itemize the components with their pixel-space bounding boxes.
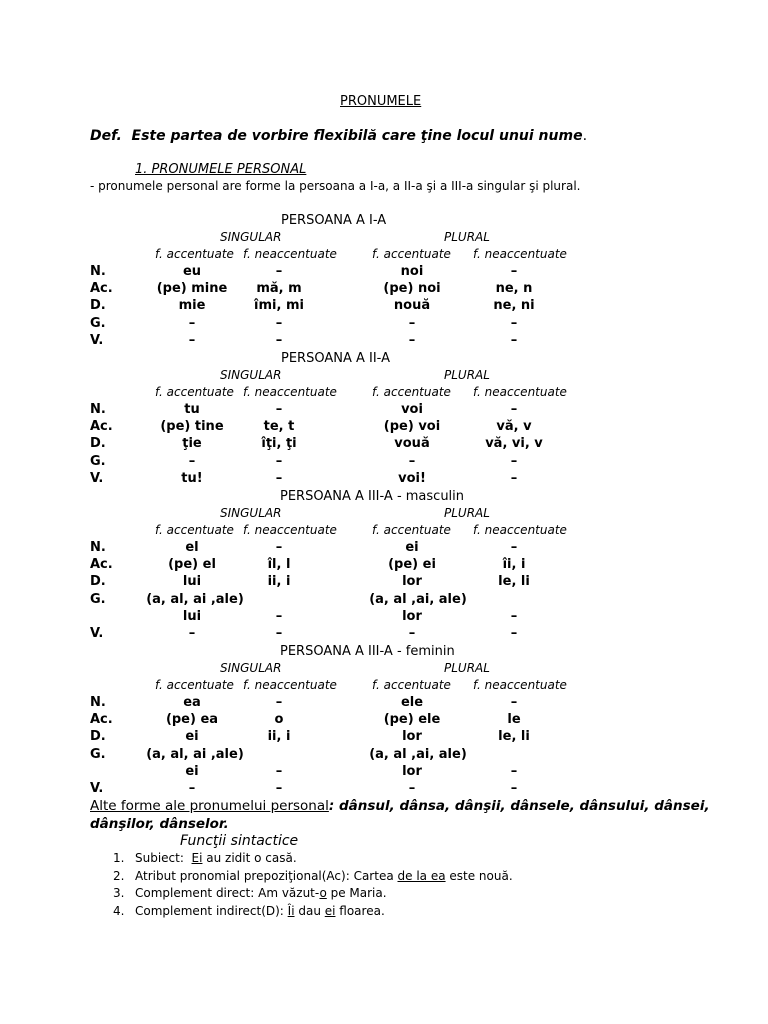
- cell-pn: vă, v: [496, 419, 532, 435]
- table-row: [0, 471, 768, 488]
- function-text: Subiect:: [135, 851, 192, 865]
- case-label: Ac.: [90, 281, 113, 297]
- table-row: [0, 695, 768, 712]
- definition-end: .: [582, 128, 588, 144]
- alt-forms-list2: dânşilor, dânselor.: [90, 816, 229, 832]
- plural-header: PLURAL: [444, 506, 490, 520]
- singular-header: SINGULAR: [220, 230, 282, 244]
- cell-sa: ea: [183, 695, 201, 710]
- case-label: G.: [90, 591, 106, 607]
- cell-sa: –: [188, 453, 196, 469]
- cell-pn: –: [510, 763, 518, 779]
- case-label: Ac.: [90, 712, 113, 728]
- cell-sn: ii, i: [267, 729, 291, 745]
- table-row: [0, 557, 768, 574]
- table-row: [0, 540, 768, 557]
- case-label: N.: [90, 540, 106, 555]
- function-example-pronoun: o: [319, 886, 327, 900]
- alt-forms-line1: [90, 798, 710, 814]
- function-number: 2.: [113, 868, 125, 883]
- function-text-end: au zidit o casă.: [202, 851, 297, 865]
- cell-pa: (pe) voi: [383, 419, 441, 435]
- cell-sn: te, t: [263, 419, 295, 435]
- cell-pa: ele: [400, 695, 424, 710]
- cell-sn: –: [275, 695, 283, 710]
- cell-pa: (a, al ,ai, ale): [369, 591, 467, 607]
- neaccent-header: f. neaccentuate: [243, 678, 337, 692]
- cell-sa: lui: [182, 574, 202, 590]
- table-row: [0, 436, 768, 453]
- function-text-end: dau: [294, 903, 325, 918]
- cell-pa: (pe) ele: [383, 712, 441, 728]
- cell-pn: –: [510, 402, 518, 417]
- cell-sn: îl, l: [267, 557, 291, 573]
- table-row: [0, 609, 768, 626]
- case-label: D.: [90, 298, 106, 314]
- cell-pn: –: [510, 470, 518, 486]
- cell-sa: –: [188, 332, 196, 348]
- table-row: [0, 264, 768, 281]
- table-row: [0, 764, 768, 781]
- section-intro: - pronumele personal are forme la persoana a I-a, a II-a şi a III-a singular şi plural.: [90, 179, 581, 193]
- table-row: [0, 592, 768, 609]
- accent-header: f. accentuate: [155, 523, 234, 537]
- table-row: [0, 747, 768, 764]
- section-heading: 1. PRONUMELE PERSONAL: [135, 162, 307, 177]
- cell-pa: –: [408, 626, 416, 641]
- cell-pa: lor: [402, 608, 422, 624]
- cell-pa: (pe) ei: [388, 557, 436, 573]
- function-text: Complement direct: Am văzut-: [135, 886, 320, 900]
- singular-header: SINGULAR: [220, 368, 282, 382]
- neaccent-header: f. neaccentuate: [473, 385, 567, 399]
- function-item: [113, 851, 297, 865]
- cell-sa: –: [188, 626, 196, 641]
- case-label: Ac.: [90, 419, 113, 435]
- function-example-pronoun: ei: [324, 903, 336, 918]
- cell-sa: –: [188, 315, 196, 331]
- case-label: N.: [90, 402, 106, 417]
- cell-pn: le: [507, 712, 521, 728]
- cell-pa: (a, al ,ai, ale): [369, 746, 467, 762]
- cell-sa: tu: [184, 402, 200, 417]
- neaccent-header: f. neaccentuate: [243, 247, 337, 261]
- cell-pn: –: [510, 453, 518, 469]
- accent-header: f. accentuate: [372, 385, 451, 399]
- cell-pa: noi: [400, 264, 424, 279]
- table-row: [0, 729, 768, 746]
- accent-header: f. accentuate: [155, 385, 234, 399]
- neaccent-header: f. neaccentuate: [473, 523, 567, 537]
- cell-sa: –: [188, 781, 196, 796]
- cell-pa: –: [408, 781, 416, 796]
- cell-sn: –: [275, 781, 283, 796]
- table-row: [0, 626, 768, 643]
- case-label: D.: [90, 436, 106, 452]
- function-item: [113, 869, 513, 883]
- functions-heading: Funcţii sintactice: [180, 833, 299, 849]
- person-title: PERSOANA A III-A - masculin: [280, 489, 465, 504]
- table-row: [0, 333, 768, 350]
- person-title: PERSOANA A II-A: [281, 351, 390, 366]
- cell-pa: –: [408, 315, 416, 331]
- cell-sn: –: [275, 315, 283, 331]
- cell-sa: (pe) mine: [156, 281, 228, 297]
- cell-sa: mie: [178, 298, 206, 314]
- function-text-end: floarea.: [335, 903, 385, 918]
- neaccent-header: f. neaccentuate: [243, 523, 337, 537]
- case-label: D.: [90, 729, 106, 745]
- cell-pa: lor: [402, 729, 422, 745]
- table-row: [0, 298, 768, 315]
- definition: [90, 128, 587, 144]
- alt-forms-label: Alte forme ale pronumelui personal: [90, 798, 329, 814]
- cell-sn: îmi, mi: [254, 298, 304, 314]
- function-text: Atribut pronomial prepoziţional(Ac): Cartea: [135, 868, 398, 883]
- alt-forms-colon: :: [328, 798, 335, 814]
- table-row: [0, 574, 768, 591]
- function-text-end: pe Maria.: [326, 886, 387, 900]
- cell-sa: eu: [182, 264, 202, 279]
- cell-sa: ei: [185, 729, 199, 745]
- cell-pa: voi: [401, 402, 423, 417]
- case-label: V.: [90, 626, 104, 641]
- cell-pn: le, li: [498, 574, 530, 590]
- cell-sa: lui: [182, 608, 202, 624]
- case-label: V.: [90, 332, 104, 348]
- cell-sa: (a, al, ai ,ale): [146, 746, 244, 762]
- table-row: [0, 454, 768, 471]
- cell-pn: îi, i: [502, 557, 526, 573]
- cell-pa: –: [408, 332, 416, 348]
- page-title: PRONUMELE: [340, 94, 422, 109]
- cell-sn: –: [275, 540, 283, 555]
- cell-sa: ei: [185, 763, 199, 779]
- cell-sn: –: [275, 453, 283, 469]
- cell-sa: tu!: [181, 470, 203, 486]
- plural-header: PLURAL: [444, 230, 490, 244]
- cell-pn: –: [510, 332, 518, 348]
- case-label: V.: [90, 470, 104, 486]
- table-row: [0, 316, 768, 333]
- person-title: PERSOANA A I-A: [281, 213, 387, 228]
- function-example-pronoun: Îi: [287, 903, 295, 918]
- cell-sa: (pe) ea: [165, 712, 219, 728]
- case-label: G.: [90, 315, 106, 331]
- cell-sn: –: [275, 264, 283, 279]
- case-label: G.: [90, 453, 106, 469]
- function-number: 3.: [113, 886, 125, 900]
- cell-pa: –: [408, 453, 416, 469]
- cell-sa: (pe) el: [168, 557, 216, 573]
- table-row: [0, 781, 768, 798]
- neaccent-header: f. neaccentuate: [473, 678, 567, 692]
- cell-sa: el: [185, 540, 199, 555]
- cell-pn: vă, vi, v: [485, 436, 543, 452]
- case-label: N.: [90, 264, 106, 279]
- cell-pa: (pe) noi: [383, 281, 441, 297]
- function-item: [113, 904, 385, 918]
- function-text: Complement indirect(D):: [135, 903, 288, 918]
- cell-sn: –: [275, 332, 283, 348]
- cell-pa: lor: [402, 574, 422, 590]
- cell-pn: le, li: [498, 729, 530, 745]
- accent-header: f. accentuate: [155, 247, 234, 261]
- cell-sn: –: [275, 626, 283, 641]
- cell-pn: –: [510, 781, 518, 796]
- cell-pn: –: [510, 608, 518, 624]
- definition-text: Este partea de vorbire flexibilă care ţine locul unui nume: [131, 128, 583, 144]
- singular-header: SINGULAR: [220, 661, 282, 675]
- accent-header: f. accentuate: [372, 678, 451, 692]
- cell-pa: voi!: [398, 470, 426, 486]
- cell-sn: îţi, ţi: [261, 436, 297, 452]
- cell-pn: ne, n: [495, 281, 533, 297]
- function-text-end: este nouă.: [445, 868, 513, 883]
- cell-sn: mă, m: [256, 281, 302, 297]
- table-row: [0, 402, 768, 419]
- cell-pn: –: [510, 626, 518, 641]
- function-example-pronoun: Ei: [191, 851, 203, 865]
- cell-pn: –: [510, 540, 518, 555]
- definition-prefix: Def.: [90, 128, 122, 144]
- cell-sn: –: [275, 763, 283, 779]
- cell-pa: lor: [402, 763, 422, 779]
- alt-forms-list1: dânsul, dânsa, dânşii, dânsele, dânsului, dânsei,: [338, 798, 710, 814]
- table-row: [0, 419, 768, 436]
- cell-sa: (a, al, ai ,ale): [146, 591, 244, 607]
- plural-header: PLURAL: [444, 661, 490, 675]
- function-item: [113, 886, 387, 900]
- function-example-pronoun: de la ea: [397, 868, 446, 883]
- cell-pa: nouă: [393, 298, 431, 314]
- case-label: V.: [90, 781, 104, 796]
- plural-header: PLURAL: [444, 368, 490, 382]
- cell-sa: ţie: [182, 436, 202, 452]
- table-row: [0, 712, 768, 729]
- function-number: 1.: [113, 851, 125, 865]
- person-title: PERSOANA A III-A - feminin: [280, 644, 455, 659]
- neaccent-header: f. neaccentuate: [243, 385, 337, 399]
- case-label: Ac.: [90, 557, 113, 573]
- neaccent-header: f. neaccentuate: [473, 247, 567, 261]
- case-label: N.: [90, 695, 106, 710]
- cell-pn: –: [510, 315, 518, 331]
- cell-sa: (pe) tine: [160, 419, 224, 435]
- cell-sn: ii, i: [267, 574, 291, 590]
- cell-sn: –: [275, 608, 283, 624]
- cell-sn: o: [274, 712, 284, 728]
- table-row: [0, 281, 768, 298]
- function-number: 4.: [113, 903, 125, 918]
- accent-header: f. accentuate: [372, 247, 451, 261]
- cell-pa: ei: [405, 540, 419, 555]
- case-label: G.: [90, 746, 106, 762]
- accent-header: f. accentuate: [372, 523, 451, 537]
- cell-pn: ne, ni: [493, 298, 535, 314]
- cell-sn: –: [275, 402, 283, 417]
- cell-pa: vouă: [394, 436, 430, 452]
- cell-pn: –: [510, 264, 518, 279]
- case-label: D.: [90, 574, 106, 590]
- cell-sn: –: [275, 470, 283, 486]
- accent-header: f. accentuate: [155, 678, 234, 692]
- cell-pn: –: [510, 695, 518, 710]
- singular-header: SINGULAR: [220, 506, 282, 520]
